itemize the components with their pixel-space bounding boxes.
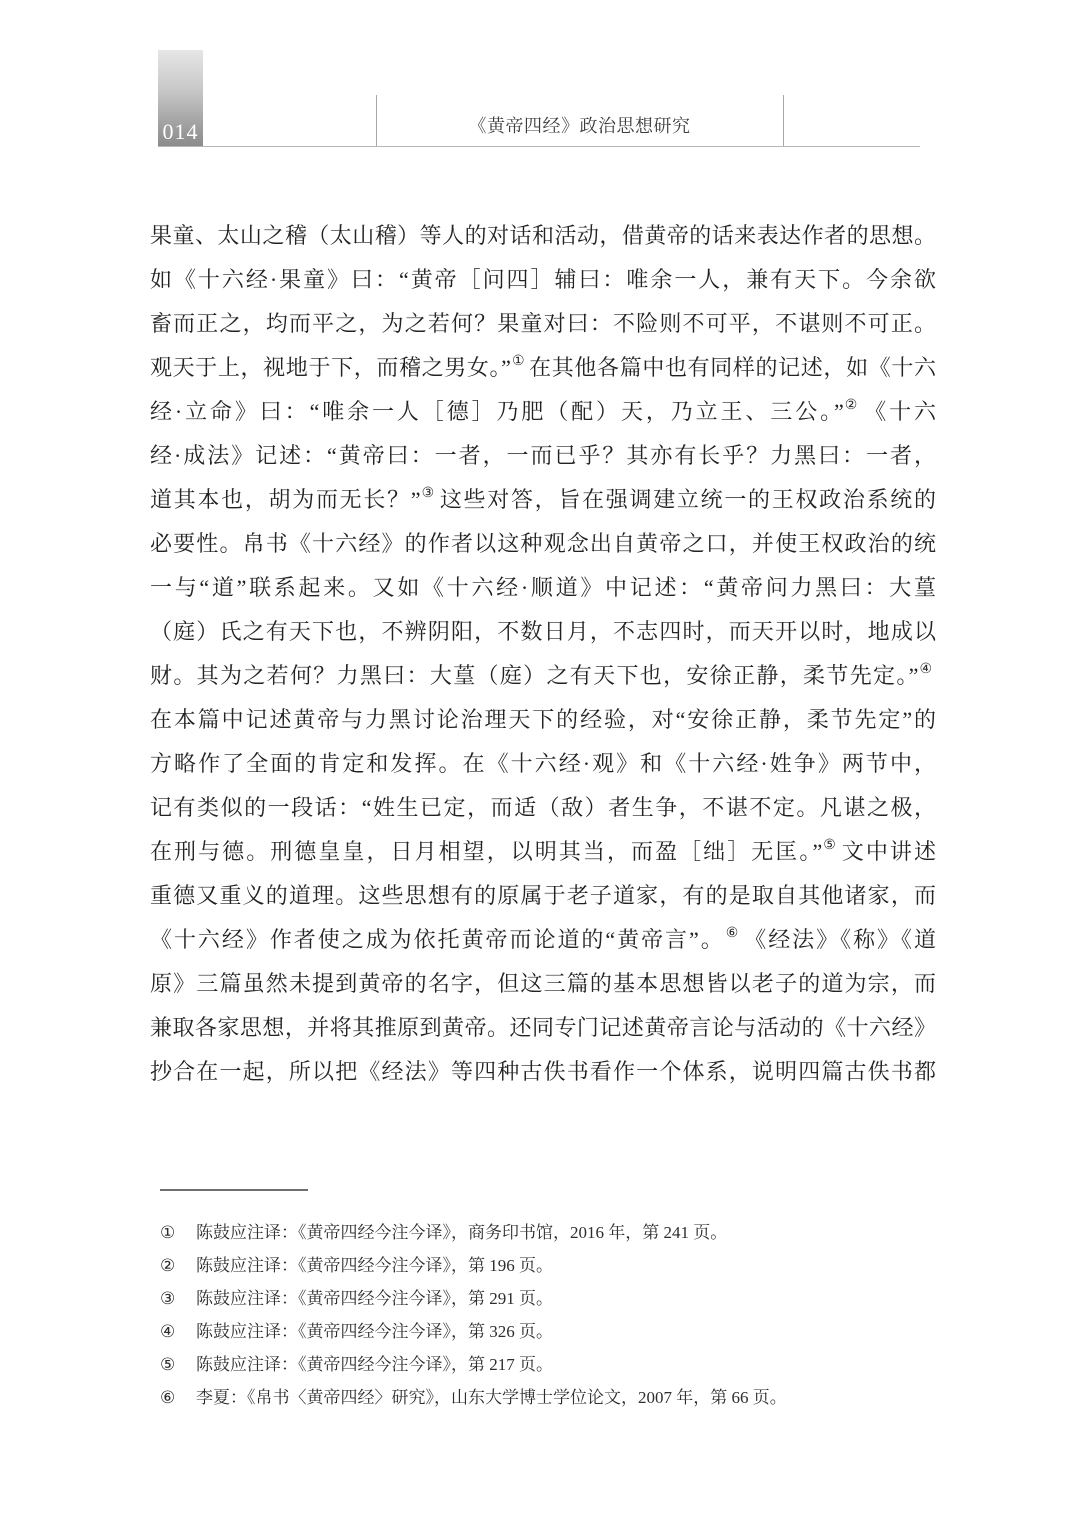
footnote-text: 陈鼓应注译：《黄帝四经今注今译》，第 217 页。 — [196, 1355, 553, 1374]
body-line: 兼取各家思想，并将其推原到黄帝。还同专门记述黄帝言论与活动的《十六经》 — [150, 1015, 936, 1040]
footnote-ref-marker: ④ — [919, 662, 932, 677]
body-line: （庭）氏之有天下也，不辨阴阳，不数日月，不志四时，而天开以时，地成以 — [150, 619, 936, 644]
page-number: 014 — [162, 119, 199, 144]
body-line: 重德又重义的道理。这些思想有的原属于老子道家，有的是取自其他诸家，而 — [150, 883, 936, 908]
footnote-ref-marker: ① — [511, 354, 525, 369]
footnote-number: ⑤ — [160, 1355, 176, 1374]
footnote-text: 陈鼓应注译：《黄帝四经今注今译》，第 196 页。 — [196, 1256, 553, 1275]
footnote-text: 陈鼓应注译：《黄帝四经今注今译》，商务印书馆，2016 年，第 241 页。 — [196, 1223, 728, 1242]
body-line: 经·成法》记述：“黄帝曰：一者，一而已乎？其亦有长乎？力黑曰：一者， — [150, 443, 936, 468]
body-line: 财。其为之若何？力黑曰：大葟（庭）之有天下也，安徐正静，柔节先定。”④ — [150, 662, 932, 688]
body-line: 原》三篇虽然未提到黄帝的名字，但这三篇的基本思想皆以老子的道为宗，而 — [150, 971, 936, 996]
footnotes — [160, 1216, 950, 1414]
footnote-ref-marker: ⑤ — [823, 838, 836, 853]
footnote-number: ② — [160, 1256, 176, 1275]
footnote-item — [160, 1348, 950, 1381]
footnote-number: ③ — [160, 1289, 176, 1308]
footnote-text: 李夏：《帛书〈黄帝四经〉研究》，山东大学博士学位论文，2007 年，第 66 页。 — [196, 1388, 787, 1407]
footnote-ref-marker: ② — [844, 398, 858, 413]
body-line: 抄合在一起，所以把《经法》等四种古佚书看作一个体系，说明四篇古佚书都 — [150, 1059, 936, 1084]
body-line: 如《十六经·果童》曰：“黄帝［问四］辅曰：唯余一人，兼有天下。今余欲 — [150, 267, 936, 292]
body-line: 观天于上，视地于下，而稽之男女。”① 在其他各篇中也有同样的记述，如《十六 — [150, 354, 936, 380]
body-line: 畜而正之，均而平之，为之若何？果童对曰：不险则不可平，不谌则不可正。 — [150, 311, 936, 336]
footnote-number: ④ — [160, 1322, 176, 1341]
footnote-item — [160, 1282, 950, 1315]
body-line: 果童、太山之稽（太山稽）等人的对话和活动，借黄帝的话来表达作者的思想。 — [150, 223, 936, 248]
body-line: 一与“道”联系起来。又如《十六经·顺道》中记述：“黄帝问力黑曰：大葟 — [150, 575, 936, 600]
body-line: 道其本也，胡为而无长？”③ 这些对答，旨在强调建立统一的王权政治系统的 — [150, 486, 936, 512]
page-number-gradient-bar — [158, 50, 203, 147]
footnote-item — [160, 1381, 950, 1414]
footnote-item — [160, 1216, 950, 1249]
footnote-item — [160, 1249, 950, 1282]
footnote-number: ① — [160, 1223, 176, 1242]
footnote-text: 陈鼓应注译：《黄帝四经今注今译》，第 326 页。 — [196, 1322, 553, 1341]
body-line: 《十六经》作者使之成为依托黄帝而论道的“黄帝言”。⑥ 《经法》《称》《道 — [150, 926, 936, 952]
footnote-number: ⑥ — [160, 1388, 176, 1407]
body-text — [150, 214, 936, 1094]
body-line: 方略作了全面的肯定和发挥。在《十六经·观》和《十六经·姓争》两节中， — [150, 751, 936, 776]
body-line: 经·立命》曰：“唯余一人［德］乃肥（配）天，乃立王、三公。”② 《十六 — [150, 398, 936, 424]
header-horizontal-rule — [158, 146, 920, 147]
footnote-item — [160, 1315, 950, 1348]
body-line: 记有类似的一段话：“姓生已定，而适（敌）者生争，不谌不定。凡谌之极， — [150, 795, 936, 820]
body-line: 在本篇中记述黄帝与力黑讨论治理天下的经验，对“安徐正静，柔节先定”的 — [150, 707, 936, 732]
footnote-text: 陈鼓应注译：《黄帝四经今注今译》，第 291 页。 — [196, 1289, 553, 1308]
running-head-title: 《黄帝四经》政治思想研究 — [468, 116, 691, 136]
footnote-ref-marker: ③ — [421, 486, 435, 501]
header-divider-right — [783, 95, 784, 146]
body-line: 必要性。帛书《十六经》的作者以这种观念出自黄帝之口，并使王权政治的统 — [150, 531, 936, 556]
body-line: 在刑与德。刑德皇皇，日月相望，以明其当，而盈［绌］无匡。”⑤ 文中讲述 — [150, 838, 936, 864]
footnote-separator-rule — [160, 1189, 308, 1191]
footnote-ref-marker: ⑥ — [725, 926, 739, 941]
